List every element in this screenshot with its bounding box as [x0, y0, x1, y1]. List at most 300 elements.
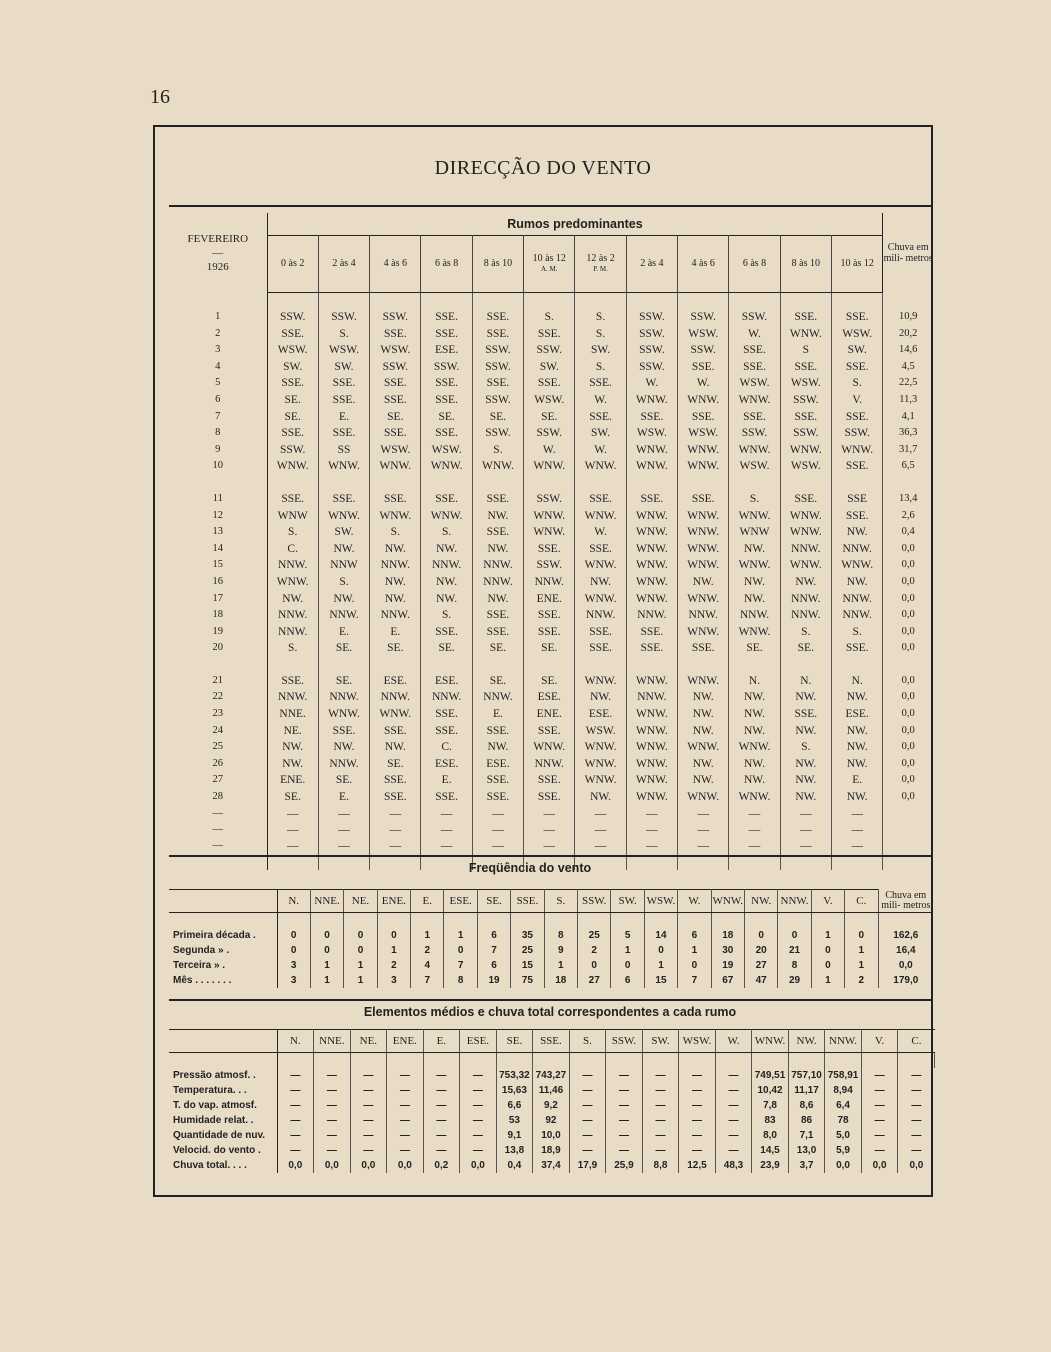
direction-cell: SSE.: [421, 491, 472, 508]
direction-cell: NNW.: [524, 756, 575, 773]
spacer-row: [169, 657, 933, 673]
direction-cell: WNW.: [575, 673, 626, 690]
count-cell: 1: [344, 958, 377, 973]
spacer-cell: [729, 657, 780, 673]
value-cell: 78: [825, 1113, 862, 1128]
direction-cell: SSE.: [318, 723, 369, 740]
direction-cell: SW.: [524, 359, 575, 376]
direction-cell: SSE.: [780, 491, 831, 508]
count-cell: 2: [377, 958, 410, 973]
direction-cell: SSE.: [370, 392, 421, 409]
spacer-cell: [780, 475, 831, 491]
day-cell: 9: [169, 442, 267, 459]
spacer-cell: [878, 913, 933, 929]
spacer-cell: [377, 913, 410, 929]
direction-cell: SSE.: [472, 309, 523, 326]
label-header: [169, 1030, 277, 1053]
spacer-cell: [423, 1053, 460, 1069]
direction-cell: E.: [318, 409, 369, 426]
value-cell: —: [314, 1143, 351, 1158]
direction-cell: SSW.: [267, 309, 318, 326]
interval-label: 2 às 4: [332, 258, 356, 269]
direction-cell: E.: [318, 789, 369, 806]
value-cell: 23,9: [752, 1158, 789, 1173]
direction-header: SSE.: [533, 1030, 570, 1053]
count-cell: 0: [277, 943, 310, 958]
direction-cell: S.: [780, 739, 831, 756]
direction-cell: NNW.: [318, 689, 369, 706]
spacer-row: [169, 913, 933, 929]
direction-cell: S.: [318, 574, 369, 591]
direction-header: SSW.: [578, 890, 611, 913]
spacer-cell: [169, 913, 277, 929]
direction-cell: SSE.: [421, 706, 472, 723]
day-cell: 20: [169, 640, 267, 657]
direction-cell: NW.: [678, 689, 729, 706]
direction-cell: WSW.: [267, 342, 318, 359]
value-cell: 0,2: [423, 1158, 460, 1173]
spacer-cell: [524, 657, 575, 673]
count-cell: 0: [277, 928, 310, 943]
direction-cell: SSE.: [472, 772, 523, 789]
direction-cell: SW.: [575, 342, 626, 359]
spacer-cell: [626, 293, 677, 310]
value-cell: 92: [533, 1113, 570, 1128]
table-row: [169, 309, 933, 326]
value-cell: —: [715, 1098, 752, 1113]
direction-cell: N.: [831, 673, 882, 690]
rain-cell: 0,4: [883, 524, 933, 541]
value-cell: —: [861, 1143, 898, 1158]
wind-direction-table: [169, 213, 933, 870]
direction-cell: SSE.: [267, 425, 318, 442]
direction-cell: SSE.: [318, 375, 369, 392]
direction-header: ESE.: [460, 1030, 497, 1053]
direction-header: SE.: [477, 890, 510, 913]
rain-cell: 13,4: [883, 491, 933, 508]
rain-cell: 31,7: [883, 442, 933, 459]
table-row: [169, 689, 933, 706]
table-row: [169, 574, 933, 591]
direction-header: SW.: [611, 890, 644, 913]
direction-cell: NW.: [678, 723, 729, 740]
direction-cell: W.: [626, 375, 677, 392]
count-cell: 7: [411, 973, 444, 988]
row-label: Mês . . . . . . .: [169, 973, 277, 988]
direction-header: SSW.: [606, 1030, 643, 1053]
spacer-cell: [511, 913, 544, 929]
direction-cell: WNW.: [678, 442, 729, 459]
spacer-cell: [752, 1053, 789, 1069]
value-cell: —: [606, 1128, 643, 1143]
direction-header: E.: [411, 890, 444, 913]
dash-cell: —: [318, 806, 369, 822]
day-cell: 25: [169, 739, 267, 756]
count-cell: 0: [678, 958, 711, 973]
interval-header: [626, 236, 677, 293]
direction-cell: S.: [318, 326, 369, 343]
value-cell: —: [642, 1128, 679, 1143]
interval-label: 4 às 6: [691, 258, 715, 269]
table-row: [169, 524, 933, 541]
direction-cell: NNW.: [831, 607, 882, 624]
value-cell: —: [569, 1143, 606, 1158]
direction-cell: S.: [831, 375, 882, 392]
direction-cell: NW.: [575, 574, 626, 591]
direction-cell: WNW.: [678, 591, 729, 608]
direction-cell: SSE.: [370, 772, 421, 789]
direction-cell: NNW.: [318, 756, 369, 773]
direction-cell: NW.: [780, 756, 831, 773]
rain-cell: 11,3: [883, 392, 933, 409]
direction-cell: ENE.: [524, 591, 575, 608]
direction-cell: WNW.: [472, 458, 523, 475]
value-cell: 17,9: [569, 1158, 606, 1173]
value-cell: 6,6: [496, 1098, 533, 1113]
direction-cell: E.: [472, 706, 523, 723]
spacer-cell: [370, 475, 421, 491]
direction-cell: NW.: [318, 541, 369, 558]
direction-cell: ENE.: [524, 706, 575, 723]
count-cell: 0: [845, 928, 878, 943]
count-cell: 14: [644, 928, 677, 943]
direction-cell: SSE.: [729, 342, 780, 359]
spacer-cell: [845, 913, 878, 929]
spacer-cell: [472, 293, 523, 310]
direction-cell: SSE.: [831, 409, 882, 426]
value-cell: —: [314, 1128, 351, 1143]
direction-cell: SSE.: [267, 375, 318, 392]
rain-cell: 0,0: [883, 640, 933, 657]
direction-cell: W.: [575, 392, 626, 409]
elements-title: Elementos médios e chuva total correspondentes a cada rumo: [363, 1005, 737, 1019]
value-cell: —: [387, 1113, 424, 1128]
value-cell: —: [387, 1098, 424, 1113]
value-cell: —: [642, 1083, 679, 1098]
direction-cell: WNW.: [524, 458, 575, 475]
value-cell: —: [606, 1143, 643, 1158]
count-cell: 4: [411, 958, 444, 973]
rain-cell: 0,0: [883, 541, 933, 558]
direction-cell: SSE.: [524, 541, 575, 558]
spacer-cell: [370, 657, 421, 673]
count-cell: 8: [444, 973, 477, 988]
value-cell: —: [679, 1083, 716, 1098]
count-cell: 1: [544, 958, 577, 973]
direction-header: WNW.: [711, 890, 744, 913]
interval-label: 2 às 4: [640, 258, 664, 269]
spacer-cell: [318, 293, 369, 310]
dash-cell: —: [575, 838, 626, 854]
spacer-cell: [318, 657, 369, 673]
value-cell: 86: [788, 1113, 825, 1128]
direction-cell: SSW.: [780, 425, 831, 442]
direction-cell: SSE.: [575, 491, 626, 508]
value-cell: —: [387, 1083, 424, 1098]
count-cell: 25: [578, 928, 611, 943]
table-row: [169, 342, 933, 359]
value-cell: 37,4: [533, 1158, 570, 1173]
table-row: [169, 772, 933, 789]
direction-cell: SSE.: [472, 789, 523, 806]
direction-cell: NNW.: [729, 607, 780, 624]
direction-cell: NW.: [729, 574, 780, 591]
spacer-cell: [460, 1053, 497, 1069]
dash-cell: —: [575, 806, 626, 822]
direction-cell: NW.: [472, 541, 523, 558]
value-cell: —: [911, 1085, 922, 1096]
direction-cell: NW.: [370, 541, 421, 558]
direction-cell: WNW.: [678, 392, 729, 409]
spacer-cell: [729, 293, 780, 310]
value-cell: 25,9: [606, 1158, 643, 1173]
direction-cell: NW.: [370, 739, 421, 756]
spacer-cell: [883, 293, 933, 310]
direction-cell: SSW.: [370, 359, 421, 376]
direction-cell: WSW.: [678, 326, 729, 343]
day-cell: 7: [169, 409, 267, 426]
direction-cell: WNW.: [267, 574, 318, 591]
direction-cell: ESE.: [421, 673, 472, 690]
spacer-cell: [883, 657, 933, 673]
direction-cell: NW.: [421, 541, 472, 558]
direction-header: ESE.: [444, 890, 477, 913]
direction-cell: NW.: [780, 689, 831, 706]
day-cell: 5: [169, 375, 267, 392]
dash-cell: —: [729, 822, 780, 838]
dash-cell: —: [575, 822, 626, 838]
value-cell: —: [715, 1128, 752, 1143]
value-cell: —: [911, 1115, 922, 1126]
day-cell: 17: [169, 591, 267, 608]
dash-cell: —: [472, 806, 523, 822]
table-row: [169, 425, 933, 442]
direction-cell: NNW.: [831, 541, 882, 558]
count-cell: 1: [310, 973, 343, 988]
count-cell: 1: [845, 958, 878, 973]
direction-cell: WNW.: [626, 392, 677, 409]
direction-header: C.: [845, 890, 878, 913]
direction-cell: WNW.: [626, 706, 677, 723]
direction-cell: NW.: [780, 772, 831, 789]
direction-cell: SSE.: [626, 491, 677, 508]
spacer-cell: [644, 913, 677, 929]
direction-cell: WNW.: [524, 739, 575, 756]
spacer-cell: [411, 913, 444, 929]
direction-cell: SSW.: [729, 425, 780, 442]
day-cell: 22: [169, 689, 267, 706]
value-cell: 0,0: [861, 1158, 898, 1173]
value-cell: 8,8: [642, 1158, 679, 1173]
dash-cell: —: [267, 806, 318, 822]
direction-cell: NNW.: [267, 689, 318, 706]
direction-cell: NNW.: [780, 607, 831, 624]
row-label: Temperatura. . .: [169, 1083, 277, 1098]
spacer-cell: [678, 293, 729, 310]
direction-cell: NNW.: [472, 689, 523, 706]
count-cell: 21: [778, 943, 811, 958]
table-row: [169, 458, 933, 475]
direction-cell: S.: [729, 491, 780, 508]
direction-cell: SSE.: [780, 706, 831, 723]
direction-header: NE.: [350, 1030, 387, 1053]
direction-cell: NW.: [831, 723, 882, 740]
direction-cell: ENE.: [267, 772, 318, 789]
spacer-cell: [780, 657, 831, 673]
rain-cell: 14,6: [883, 342, 933, 359]
spacer-cell: [883, 475, 933, 491]
direction-cell: WNW.: [421, 458, 472, 475]
value-cell: 5,0: [825, 1128, 862, 1143]
value-cell: 0,0: [825, 1158, 862, 1173]
direction-cell: S.: [524, 309, 575, 326]
direction-cell: WNW.: [626, 508, 677, 525]
count-cell: 1: [811, 928, 844, 943]
direction-cell: SSE.: [472, 375, 523, 392]
spacer-cell: [825, 1053, 862, 1069]
row-label: Pressão atmosf. .: [169, 1068, 277, 1083]
value-cell: —: [861, 1128, 898, 1143]
value-cell: 749,51: [752, 1068, 789, 1083]
direction-cell: SE.: [370, 640, 421, 657]
direction-cell: WNW.: [678, 524, 729, 541]
direction-cell: SE.: [421, 640, 472, 657]
direction-cell: SW.: [831, 342, 882, 359]
direction-cell: SE.: [729, 640, 780, 657]
direction-cell: N.: [729, 673, 780, 690]
count-cell: 1: [344, 973, 377, 988]
direction-header: ENE.: [377, 890, 410, 913]
count-cell: 18: [711, 928, 744, 943]
direction-cell: WNW.: [318, 508, 369, 525]
count-cell: 1: [310, 958, 343, 973]
dash-cell: —: [472, 822, 523, 838]
dash-cell: —: [370, 822, 421, 838]
rain-cell: 10,9: [883, 309, 933, 326]
value-cell: —: [460, 1128, 497, 1143]
direction-cell: NNW.: [370, 607, 421, 624]
interval-label: 8 às 10: [791, 258, 820, 269]
direction-cell: ESE.: [421, 342, 472, 359]
dash-cell: —: [780, 806, 831, 822]
spacer-cell: [611, 913, 644, 929]
count-cell: 19: [477, 973, 510, 988]
count-cell: 25: [511, 943, 544, 958]
spacer-cell: [578, 913, 611, 929]
value-cell: 8,6: [788, 1098, 825, 1113]
row-label: Terceira » .: [169, 958, 277, 973]
spacer-cell: [496, 1053, 533, 1069]
direction-cell: WNW.: [626, 591, 677, 608]
value-cell: —: [715, 1143, 752, 1158]
direction-cell: N.: [780, 673, 831, 690]
dash-cell: —: [267, 838, 318, 854]
direction-cell: SW.: [575, 425, 626, 442]
spacer-cell: [575, 475, 626, 491]
direction-cell: SSE.: [421, 375, 472, 392]
spacer-cell: [169, 1053, 277, 1069]
count-cell: 0: [811, 958, 844, 973]
direction-cell: SSE.: [421, 723, 472, 740]
direction-cell: SSW.: [421, 359, 472, 376]
count-cell: 18: [544, 973, 577, 988]
direction-cell: SSW.: [626, 309, 677, 326]
direction-cell: WSW.: [678, 425, 729, 442]
direction-cell: WNW: [729, 524, 780, 541]
value-cell: —: [277, 1113, 314, 1128]
spacer-cell: [267, 293, 318, 310]
direction-cell: SE.: [421, 409, 472, 426]
spacer-cell: [318, 475, 369, 491]
direction-cell: WNW.: [626, 574, 677, 591]
table-row: [169, 541, 933, 558]
direction-cell: WNW.: [575, 739, 626, 756]
direction-cell: SSE.: [318, 491, 369, 508]
value-cell: 8,94: [825, 1083, 862, 1098]
direction-cell: SSE.: [678, 640, 729, 657]
count-cell: 15: [511, 958, 544, 973]
direction-cell: NNW.: [831, 591, 882, 608]
direction-cell: SSE.: [524, 326, 575, 343]
value-cell: 757,10: [788, 1068, 825, 1083]
count-cell: 7: [477, 943, 510, 958]
table-row: [169, 375, 933, 392]
count-cell: 1: [811, 973, 844, 988]
table-row: [169, 739, 933, 756]
value-cell: —: [911, 1145, 922, 1156]
value-cell: —: [423, 1083, 460, 1098]
table-row: [169, 1143, 935, 1158]
direction-cell: WNW.: [626, 541, 677, 558]
divider: [169, 999, 931, 1001]
value-cell: 10,42: [752, 1083, 789, 1098]
dash-cell: —: [729, 838, 780, 854]
direction-cell: ESE.: [370, 673, 421, 690]
value-cell: —: [350, 1128, 387, 1143]
direction-cell: SSE.: [370, 326, 421, 343]
count-cell: 3: [277, 973, 310, 988]
direction-header: S.: [569, 1030, 606, 1053]
table-row: [169, 591, 933, 608]
direction-cell: NW.: [729, 689, 780, 706]
direction-cell: SSW.: [626, 342, 677, 359]
direction-cell: SE.: [780, 640, 831, 657]
value-cell: —: [861, 1098, 898, 1113]
label-header: [169, 890, 277, 913]
direction-cell: NW.: [729, 591, 780, 608]
page-title: DIRECÇÃO DO VENTO: [434, 157, 652, 179]
count-cell: 20: [744, 943, 777, 958]
direction-cell: SSW.: [524, 557, 575, 574]
day-cell: 8: [169, 425, 267, 442]
direction-cell: SSE.: [472, 491, 523, 508]
interval-sub: P. M.: [593, 265, 608, 273]
value-cell: 3,7: [788, 1158, 825, 1173]
direction-cell: NW.: [678, 772, 729, 789]
direction-cell: SSE.: [780, 409, 831, 426]
direction-cell: WNW.: [729, 624, 780, 641]
direction-cell: WSW.: [318, 342, 369, 359]
value-cell: —: [350, 1068, 387, 1083]
spacer-row: [169, 475, 933, 491]
table-row: [169, 1083, 935, 1098]
direction-cell: WNW.: [831, 442, 882, 459]
count-cell: 6: [477, 928, 510, 943]
direction-cell: SSE.: [370, 375, 421, 392]
count-cell: 1: [611, 943, 644, 958]
dash-cell: —: [678, 806, 729, 822]
spacer-cell: [831, 293, 882, 310]
